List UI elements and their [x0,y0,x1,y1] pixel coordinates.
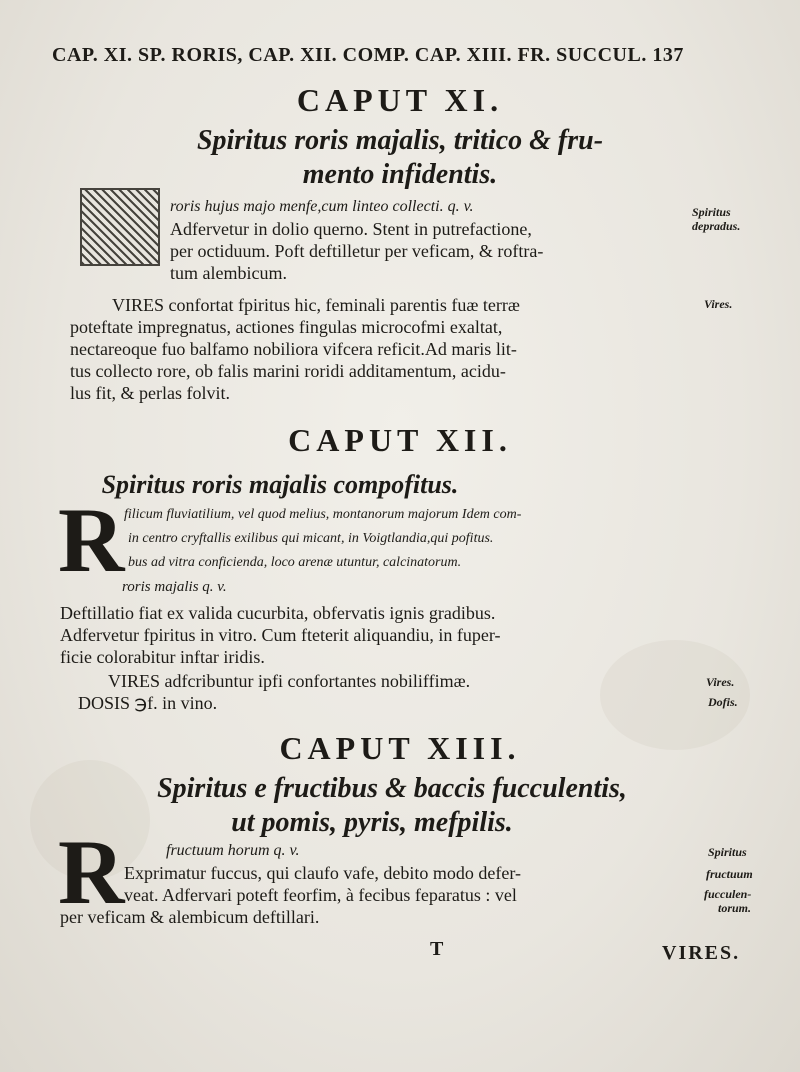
chapter-12-margin-note-2: Dofis. [708,695,738,709]
catchword: VIRES. [662,942,741,964]
chapter-11-margin-note-2: depradus. [692,219,741,233]
chapter-12-line-3: bus ad vitra conficienda, loco arenæ utuntur, calcinatorum. [128,555,462,570]
chapter-12-title: CAPUT XII. [288,422,512,458]
chapter-12-line-2: in centro cryftallis exilibus qui micant, in Voigtlandia,qui pofitus. [128,531,494,546]
ornamental-initial-block [80,188,160,266]
chapter-12-line-7: ficie colorabitur inftar iridis. [60,647,265,667]
chapter-13-line-3: veat. Adfervari poteft feorfim, à fecibus feparatus : vel [124,885,517,905]
chapter-13-subtitle-2: ut pomis, pyris, mefpilis. [231,807,513,838]
chapter-13-line-4: per veficam & alembicum deftillari. [60,907,320,927]
chapter-12-line-5: Deftillatio fiat ex valida cucurbita, obfervatis ignis gradibus. [60,603,496,623]
chapter-12-line-1: filicum fluviatilium, vel quod melius, montanorum majorum Idem com- [124,507,522,522]
chapter-11-line-2: Adfervetur in dolio querno. Stent in putrefactione, [170,219,532,239]
chapter-11-subtitle-2: mento infidentis. [302,159,498,190]
chapter-13-margin-note-1: Spiritus [708,845,747,859]
chapter-13-subtitle-1: Spiritus e fructibus & baccis fucculentis, [157,773,627,804]
chapter-11-title: CAPUT XI. [296,82,504,118]
chapter-12-subtitle: Spiritus roris majalis compofitus. [101,470,459,499]
chapter-13-margin-note-3: fucculen- [704,887,752,901]
chapter-12-drop-cap: R [58,489,125,591]
chapter-13-drop-cap: R [58,821,125,923]
chapter-13-line-1: fructuum horum q. v. [166,842,300,859]
chapter-11-line-4: tum alembicum. [170,263,287,283]
chapter-12-line-6: Adfervetur fpiritus in vitro. Cum fteterit aliquandiu, in fuper- [60,625,501,645]
chapter-11-line-6: poteftate impregnatus, actiones fingulas microcofmi exaltat, [70,317,503,337]
chapter-12-line-9: DOSIS ℈f. in vino. [78,693,218,713]
chapter-11-margin-note-3: Vires. [704,297,733,311]
chapter-13-margin-note-2: fructuum [706,867,753,881]
chapter-12-line-4: roris majalis q. v. [122,579,227,595]
chapter-11-line-9: lus fit, & perlas folvit. [70,383,230,403]
chapter-12-margin-note-1: Vires. [706,675,735,689]
chapter-11-line-7: nectareoque fuo balfamo nobiliora vifcera reficit.Ad maris lit- [70,339,517,359]
chapter-13-title: CAPUT XIII. [279,730,521,766]
chapter-13-line-2: Exprimatur fuccus, qui claufo vafe, debito modo defer- [124,863,521,883]
chapter-11-subtitle-1: Spiritus roris majalis, tritico & fru- [196,125,604,156]
chapter-11-line-5: VIRES confortat fpiritus hic, feminali parentis fuæ terræ [112,295,520,315]
running-head: CAP. XI. SP. RORIS, CAP. XII. COMP. CAP. XIII. FR. SUCCUL. 137 [52,44,684,66]
chapter-12-line-8: VIRES adfcribuntur ipfi confortantes nobiliffimæ. [108,671,471,691]
chapter-11-margin-note-1: Spiritus [692,205,731,219]
chapter-11-line-8: tus collecto rore, ob falis marini roridi additamentum, acidu- [70,361,506,381]
chapter-11-line-3: per octiduum. Poft deftilletur per veficam, & roftra- [170,241,544,261]
chapter-13-margin-note-4: torum. [718,901,752,915]
signature-mark: T [430,938,444,960]
chapter-11-line-1: roris hujus majo menfe,cum linteo collecti. q. v. [170,198,474,215]
